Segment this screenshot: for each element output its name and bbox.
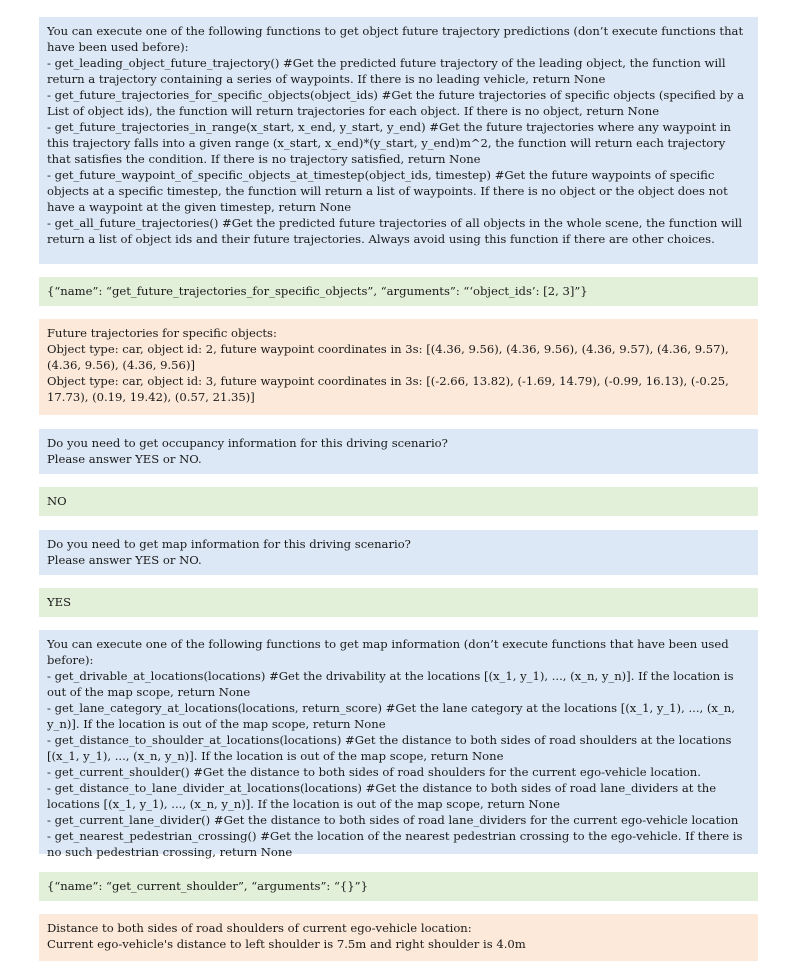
prompt-line: - get_lane_category_at_locations(locations, return_score) #Get the lane category at the locations [(x_1, y_1), ..., (x_n, y_n)]. If the location is out of the map scope, return None bbox=[47, 701, 739, 731]
prompt-line: You can execute one of the following functions to get object future trajectory predictions (don’t execute functions that have been used before): bbox=[47, 24, 747, 54]
prompt-line: - get_current_shoulder() #Get the distance to both sides of road shoulders for the current ego-vehicle location. bbox=[47, 765, 701, 779]
prompt-line: - get_drivable_at_locations(locations) #Get the drivability at the locations [(x_1, y_1), ..., (x_n, y_n)]. If the location is out of the map scope, return None bbox=[47, 669, 738, 699]
occupancy-question bbox=[39, 429, 758, 474]
question-line: Please answer YES or NO. bbox=[47, 553, 202, 567]
result-line: Object type: car, object id: 2, future waypoint coordinates in 3s: [(4.36, 9.56), (4.36, 9.56), (4.36, 9.57), (4.36, 9.57), (4.36, 9.56), (4.36, 9.56)] bbox=[47, 342, 733, 372]
map-function-result bbox=[39, 914, 758, 961]
prompt-line: - get_all_future_trajectories() #Get the predicted future trajectories of all objects in the whole scene, the function will return a list of object ids and their future trajectories. Always avoid using this function if there are other choices. bbox=[47, 216, 746, 246]
trajectory-function-result bbox=[39, 319, 758, 415]
prompt-line: - get_distance_to_lane_divider_at_locations(locations) #Get the distance to both sides of road lane_dividers at the locations [(x_1, y_1), ..., (x_n, y_n)]. If the location is out of the map scope, return None bbox=[47, 781, 720, 811]
answer-line: NO bbox=[47, 494, 67, 508]
prompt-line: - get_distance_to_shoulder_at_locations(locations) #Get the distance to both sides of road shoulders at the locations [(x_1, y_1), ..., (x_n, y_n)]. If the location is out of the map scope, return None bbox=[47, 733, 736, 763]
answer-line: YES bbox=[47, 595, 72, 609]
question-line: Do you need to get map information for this driving scenario? bbox=[47, 537, 411, 551]
result-line: Current ego-vehicle's distance to left shoulder is 7.5m and right shoulder is 4.0m bbox=[47, 937, 526, 951]
call-line: {“name”: “get_current_shoulder”, “arguments”: “{}”} bbox=[47, 879, 368, 893]
map-question bbox=[39, 530, 758, 575]
result-line: Distance to both sides of road shoulders of current ego-vehicle location: bbox=[47, 921, 472, 935]
result-line: Object type: car, object id: 3, future waypoint coordinates in 3s: [(-2.66, 13.82), (-1.69, 14.79), (-0.99, 16.13), (-0.25, 17.73), (0.19, 19.42), (0.57, 21.35)] bbox=[47, 374, 733, 404]
trajectory-function-call bbox=[39, 277, 758, 306]
prompt-line: - get_future_trajectories_in_range(x_start, x_end, y_start, y_end) #Get the future trajectories where any waypoint in this trajectory falls into a given range (x_start, x_end)*(y_start, y_end)m^2, the function will return each trajectory that satisfies the condition. If there is no trajectory satisfied, return None bbox=[47, 120, 735, 166]
map-functions-prompt bbox=[39, 630, 758, 859]
prompt-line: - get_future_waypoint_of_specific_objects_at_timestep(object_ids, timestep) #Get the future waypoints of specific objects at a specific timestep, the function will return a list of waypoints. If there is no object or the object does not have a waypoint at the given timestep, return None bbox=[47, 168, 732, 214]
prompt-line: - get_future_trajectories_for_specific_objects(object_ids) #Get the future trajectories of specific objects (specified by a List of object ids), the function will return trajectories for each object. If there is no object, return None bbox=[47, 88, 748, 118]
prompt-line: - get_nearest_pedestrian_crossing() #Get the location of the nearest pedestrian crossing to the ego-vehicle. If there is no such pedestrian crossing, return None bbox=[47, 829, 747, 859]
prompt-line: - get_current_lane_divider() #Get the distance to both sides of road lane_dividers for the current ego-vehicle location bbox=[47, 813, 739, 827]
prompt-line: - get_leading_object_future_trajectory() #Get the predicted future trajectory of the leading object, the function will return a trajectory containing a series of waypoints. If there is no leading vehicle, return None bbox=[47, 56, 730, 86]
prompt-line: You can execute one of the following functions to get map information (don’t execute functions that have been used before): bbox=[47, 637, 733, 667]
map-function-call bbox=[39, 872, 758, 901]
trajectory-functions-prompt bbox=[39, 17, 758, 264]
call-line: {“name”: “get_future_trajectories_for_specific_objects”, “arguments”: “‘object_ids’: [2, 3]”} bbox=[47, 284, 588, 298]
question-line: Please answer YES or NO. bbox=[47, 452, 202, 466]
map-answer bbox=[39, 588, 758, 617]
occupancy-answer bbox=[39, 487, 758, 516]
question-line: Do you need to get occupancy information for this driving scenario? bbox=[47, 436, 448, 450]
result-line: Future trajectories for specific objects: bbox=[47, 326, 277, 340]
